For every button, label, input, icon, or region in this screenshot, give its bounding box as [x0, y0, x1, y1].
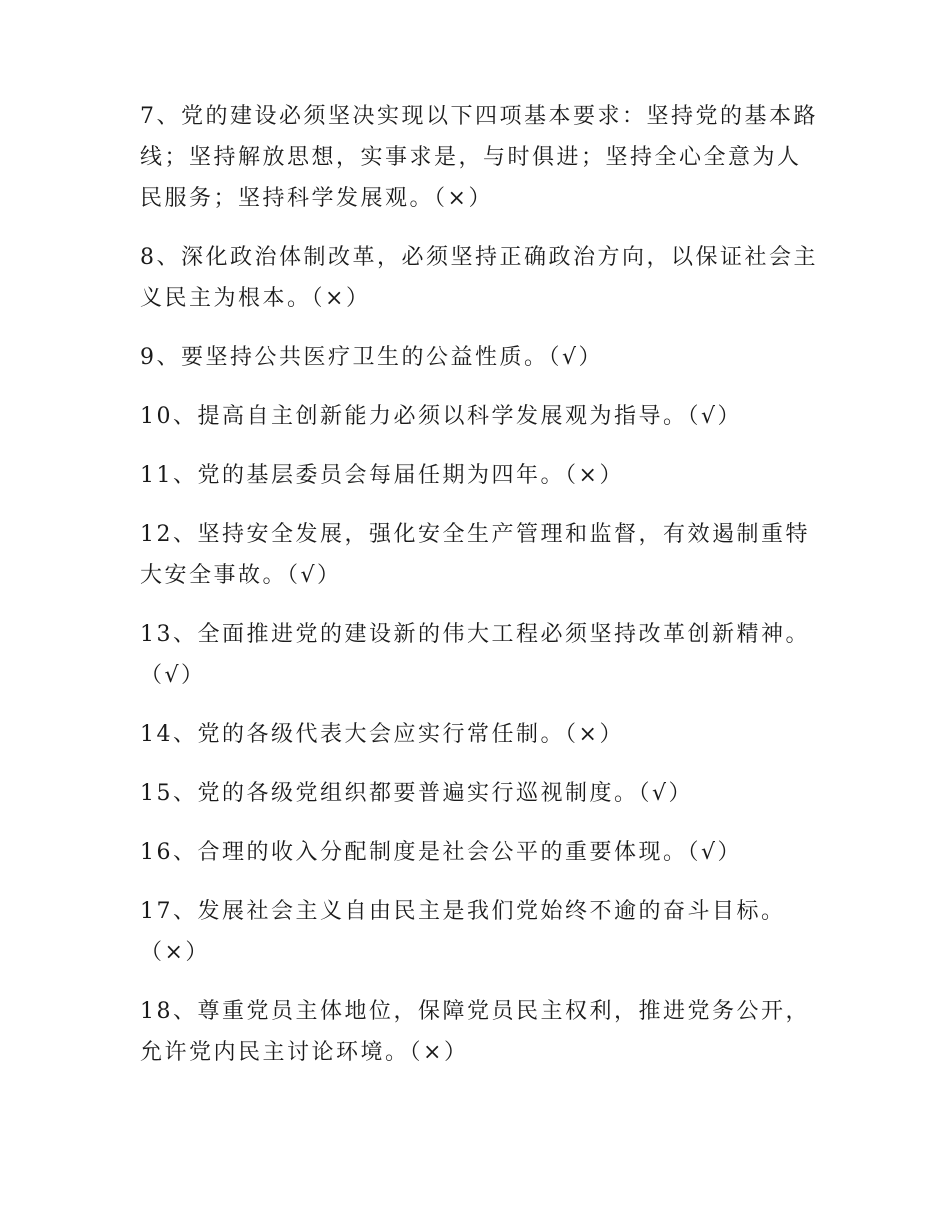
- question-text: 党的建设必须坚决实现以下四项基本要求：坚持党的基本路线；坚持解放思想，实事求是，与时俱进；坚持全心全意为人民服务；坚持科学发展观。: [140, 104, 819, 211]
- question-item: [140, 773, 820, 814]
- question-item: [140, 991, 820, 1073]
- question-text: 提高自主创新能力必须以科学发展观为指导。: [197, 404, 688, 429]
- question-number: 10、: [140, 404, 198, 429]
- answer-mark: （√）: [140, 663, 206, 688]
- question-number: 18、: [140, 999, 198, 1024]
- answer-mark: （√）: [548, 345, 604, 370]
- question-number: 14、: [140, 722, 198, 747]
- answer-mark: （×）: [311, 286, 371, 311]
- question-item: [140, 891, 820, 973]
- question-item: [140, 337, 820, 378]
- question-number: 13、: [140, 622, 198, 647]
- question-item: [140, 714, 820, 755]
- question-text: 尊重党员主体地位，保障党员民主权利，推进党务公开，允许党内民主讨论环境。: [140, 999, 811, 1065]
- question-list: [140, 96, 820, 1091]
- question-number: 7、: [140, 104, 181, 129]
- question-text: 党的各级党组织都要普遍实行巡视制度。: [197, 781, 639, 806]
- question-number: 15、: [140, 781, 198, 806]
- answer-mark: （√）: [638, 781, 694, 806]
- question-text: 党的基层委员会每届任期为四年。: [197, 463, 566, 488]
- question-item: [140, 455, 820, 496]
- question-text: 坚持安全发展，强化安全生产管理和监督，有效遏制重特大安全事故。: [140, 522, 811, 588]
- answer-mark: （√）: [287, 563, 342, 588]
- question-text: 深化政治体制改革，必须坚持正确政治方向，以保证社会主义民主为根本。: [140, 245, 819, 311]
- question-number: 9、: [140, 345, 181, 370]
- answer-mark: （×）: [565, 722, 624, 747]
- question-text: 全面推进党的建设新的伟大工程必须坚持改革创新精神。: [197, 622, 811, 647]
- question-text: 发展社会主义自由民主是我们党始终不逾的奋斗目标。: [197, 899, 786, 924]
- question-item: [140, 832, 820, 873]
- answer-mark: （×）: [140, 940, 210, 965]
- question-number: 11、: [140, 463, 198, 488]
- question-item: [140, 396, 820, 437]
- question-number: 17、: [140, 899, 198, 924]
- question-item: [140, 614, 820, 696]
- question-text: 党的各级代表大会应实行常任制。: [197, 722, 566, 747]
- answer-mark: （×）: [409, 1040, 469, 1065]
- question-item: [140, 96, 820, 219]
- question-number: 16、: [140, 840, 198, 865]
- question-text: 要坚持公共医疗卫生的公益性质。: [181, 345, 549, 370]
- question-item: [140, 237, 820, 319]
- question-number: 12、: [140, 522, 198, 547]
- question-text: 合理的收入分配制度是社会公平的重要体现。: [197, 840, 688, 865]
- answer-mark: （√）: [687, 404, 743, 429]
- question-number: 8、: [140, 245, 181, 270]
- answer-mark: （×）: [434, 186, 493, 211]
- answer-mark: （×）: [565, 463, 624, 488]
- answer-mark: （√）: [687, 840, 743, 865]
- question-item: [140, 514, 820, 596]
